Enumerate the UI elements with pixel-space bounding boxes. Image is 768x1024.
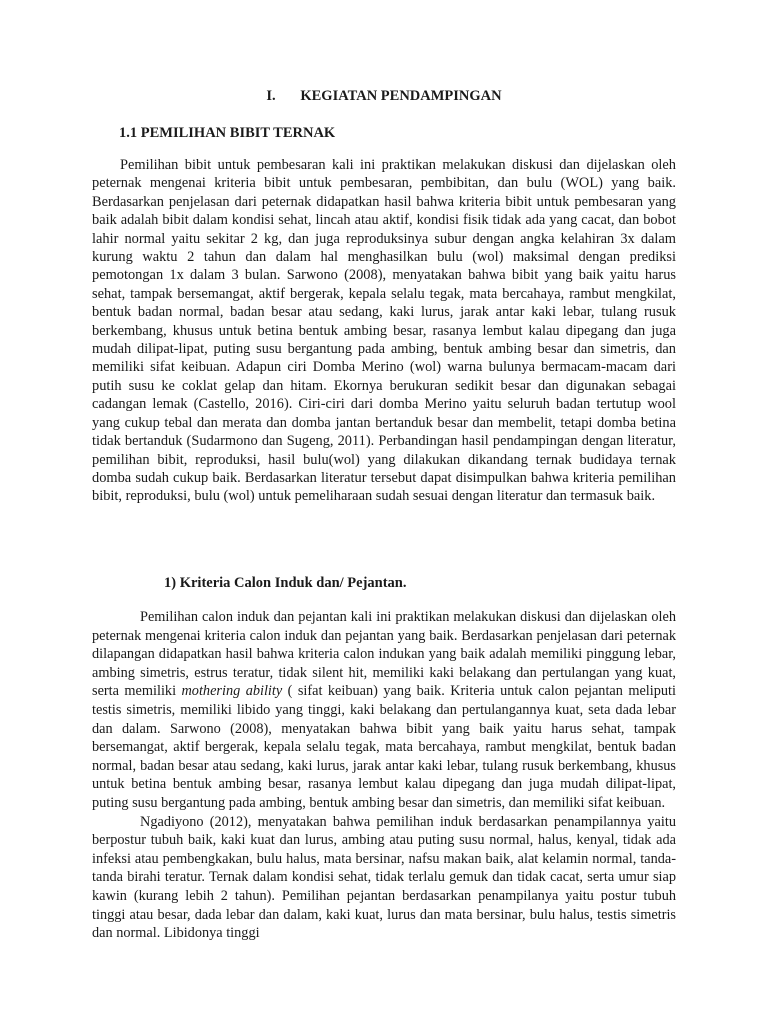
subheading-kriteria: 1) Kriteria Calon Induk dan/ Pejantan.	[164, 575, 407, 591]
section-body	[92, 156, 676, 506]
subsection-body	[92, 608, 676, 943]
italic-term: mothering ability	[181, 683, 283, 700]
paragraph-calon-induk	[92, 608, 676, 813]
paragraph-text-end: ( sifat keibuan) yang baik. Kriteria untuk calon pejantan meliputi testis simetris, memiliki libido yang tinggi, kaki belakang dan pertulangannya kuat, seta dada lebar dan dalam. Sarwono (2008), menyatakan bahwa bibit yang baik yaitu harus sehat, tampak bersemangat, aktif bergerak, kepala selalu tegak, mata bercahaya, rambut mengkilat, bentuk badan normal, badan besar atau sedang, kaki lurus, jarak antar kaki lebar, tulang rusuk berkembang, khusus untuk betina bentuk ambing besar, rasanya lembut kalau dipegang dan juga mudah dilipat-lipat, puting susu bergantung pada ambing, bentuk ambing besar dan simetris, dan memiliki sifat keibuan.	[92, 683, 676, 811]
paragraph-text-start: Pemilihan calon induk dan pejantan kali ini praktikan melakukan diskusi dan dijelaskan oleh peternak mengenai kriteria calon induk dan pejantan yang baik. Berdasarkan penjelasan dari peternak dilapangan didapatkan hasil bahwa kriteria calon indukan yang baik adalah memiliki pinggung lebar, ambing simetris, estrus teratur, tidak silent hit, memiliki kaki belakang dan pertulangan yang kuat, serta memiliki	[92, 609, 676, 700]
chapter-heading	[0, 88, 768, 105]
section-heading: 1.1 PEMILIHAN BIBIT TERNAK	[119, 125, 336, 141]
chapter-number: I.	[266, 88, 276, 104]
paragraph-ngadiyono: Ngadiyono (2012), menyatakan bahwa pemilihan induk berdasarkan penampilannya yaitu berpostur tubuh baik, kaki kuat dan lurus, ambing atau puting susu normal, halus, kenyal, tidak ada infeksi atau pembengkakan, bulu halus, mata bersinar, nafsu makan baik, alat kelamin normal, tanda-tanda birahi teratur. Ternak dalam kondisi sehat, tidak terlalu gemuk dan tidak cacat, serta umur siap kawin (kurang lebih 2 tahun). Pemilihan pejantan berdasarkan penampilanya yaitu postur tubuh tinggi atau besar, dada lebar dan dalam, kaki kuat, lurus dan mata bersinar, bulu halus, testis simetris dan normal. Libidonya tinggi	[92, 813, 676, 942]
chapter-title: KEGIATAN PENDAMPINGAN	[300, 88, 502, 104]
paragraph-bibit: Pemilihan bibit untuk pembesaran kali ini praktikan melakukan diskusi dan dijelaskan oleh peternak mengenai kriteria bibit untuk pembesaran, pembibitan, dan bulu (WOL) yang baik. Berdasarkan penjelasan dari peternak didapatkan hasil bahwa kriteria bibit untuk pembesaran yang baik adalah bibit dalam kondisi sehat, lincah atau aktif, kondisi fisik tidak ada yang cacat, dan bobot lahir normal yaitu sekitar 2 kg, dan juga reproduksinya subur dengan angka kelahiran 3x dalam kurung waktu 2 tahun dan dalam hal menghasilkan bulu (wol) maksimal dengan prediksi pemotongan 1x dalam 3 bulan. Sarwono (2008), menyatakan bahwa bibit yang baik yaitu harus sehat, tampak bersemangat, aktif bergerak, kepala selalu tegak, mata bercahaya, rambut mengkilat, bentuk badan normal, badan besar atau sedang, kaki lurus, jarak antar kaki lebar, tulang rusuk berkembang, khusus untuk betina bentuk ambing besar, rasanya lembut kalau dipegang dan juga mudah dilipat-lipat, puting susu bergantung pada ambing, bentuk ambing besar dan simetris, dan memiliki sifat keibuan. Adapun ciri Domba Merino (wol) warna bulunya bermacam-macam dari putih susu ke coklat gelap dan hitam. Ekornya berukuran sedikit besar dan digunakan sebagai cadangan lemak (Castello, 2016). Ciri-ciri dari domba Merino yaitu seluruh badan tertutup wool yang cukup tebal dan merata dan domba jantan bertanduk besar dan membelit, tetapi domba betina tidak bertanduk (Sudarmono dan Sugeng, 2011). Perbandingan hasil pendampingan dengan literatur, pemilihan bibit, reproduksi, hasil bulu(wol) yang dilakukan dikandang ternak budidaya ternak domba sudah cukup baik. Berdasarkan literatur tersebut dapat disimpulkan bahwa kriteria pemilihan bibit, reproduksi, bulu (wol) untuk pemeliharaan sudah sesuai dengan literatur dan termasuk baik.	[92, 157, 676, 505]
